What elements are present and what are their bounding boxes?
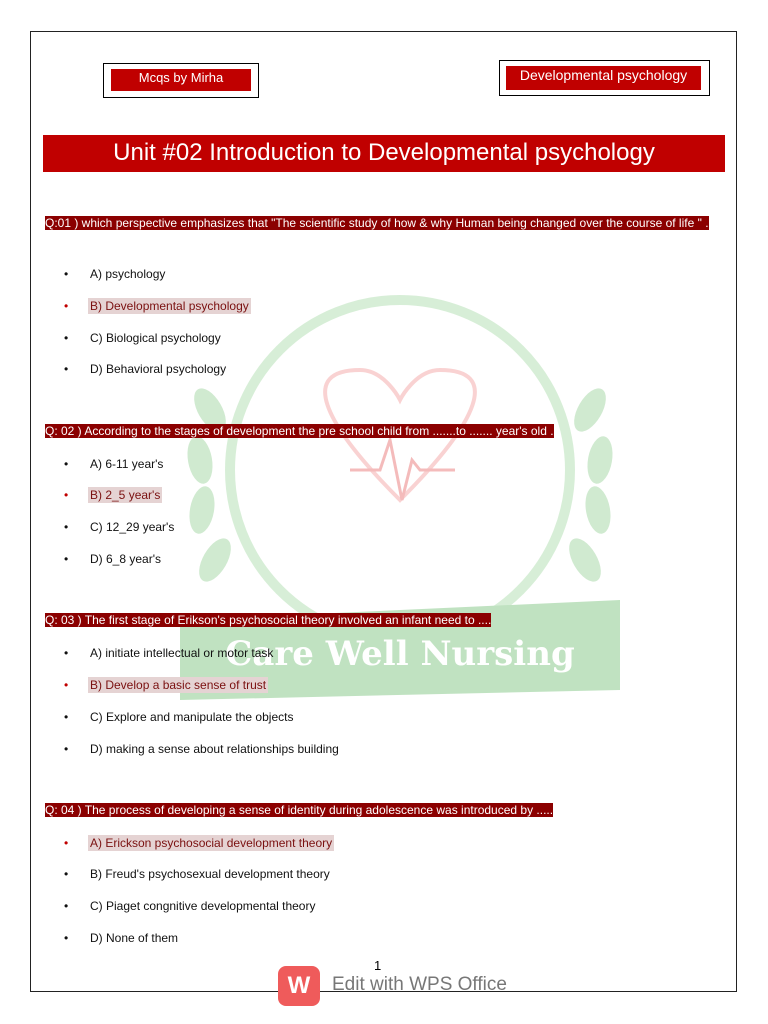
bullet-icon: •: [64, 742, 69, 756]
header-tag-right-label: Developmental psychology: [519, 67, 688, 83]
wps-logo-icon: W: [278, 966, 320, 1006]
wps-label: Edit with WPS Office: [332, 974, 507, 995]
question-1: [45, 215, 725, 232]
watermark-text: Care Well Nursing: [225, 634, 575, 674]
bullet-icon: •: [64, 899, 69, 913]
question-1-prompt: Q:01 ) which perspective emphasizes that "The scientific study of how & why Human being changed over the course of life " .: [45, 216, 709, 230]
header-tag-left: [111, 69, 251, 91]
question-3: [45, 612, 725, 629]
question-4-prompt: Q: 04 ) The process of developing a sense of identity during adolescence was introduced by .....: [45, 803, 554, 817]
bullet-icon: •: [64, 646, 69, 660]
bullet-icon: •: [64, 267, 69, 281]
question-4: [45, 802, 725, 819]
unit-title: Unit #02 Introduction to Developmental psychology: [43, 135, 725, 172]
bullet-icon: •: [64, 710, 69, 724]
question-3-prompt: Q: 03 ) The first stage of Erikson's psychosocial theory involved an infant need to ....: [45, 613, 492, 627]
bullet-icon: •: [64, 552, 69, 566]
bullet-icon: •: [64, 678, 69, 692]
bullet-icon: •: [64, 867, 69, 881]
bullet-icon: •: [64, 299, 69, 313]
bullet-icon: •: [64, 362, 69, 376]
watermark-ring: [230, 300, 570, 640]
header-tag-right: [506, 66, 701, 90]
question-2-prompt: Q: 02 ) According to the stages of development the pre school child from .......to ....... year's old .: [45, 424, 554, 438]
bullet-icon: •: [64, 836, 69, 850]
bullet-icon: •: [64, 457, 69, 471]
care-well-nursing-watermark: [170, 270, 630, 730]
page-number: 1: [374, 958, 382, 973]
bullet-icon: •: [64, 331, 69, 345]
bullet-icon: •: [64, 488, 69, 502]
bullet-icon: •: [64, 520, 69, 534]
question-2: [45, 423, 725, 440]
bullet-icon: •: [64, 931, 69, 945]
header-tag-left-label: Mcqs by Mirha: [138, 70, 224, 85]
watermark-heartbeat: [350, 440, 455, 500]
